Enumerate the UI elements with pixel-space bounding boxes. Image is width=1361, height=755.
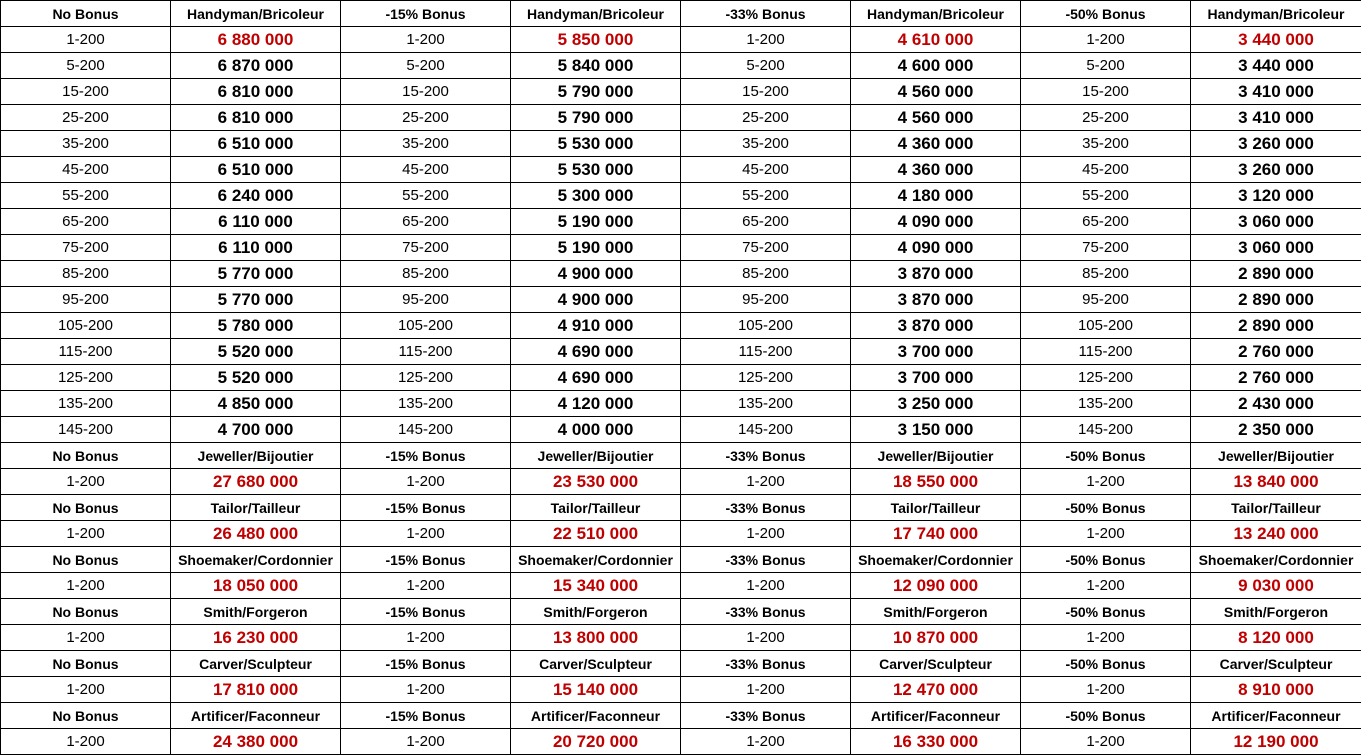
- table-row: [1, 235, 1361, 261]
- cost-value-cell: 5 530 000: [511, 131, 681, 157]
- level-range-cell: 25-200: [1021, 105, 1191, 131]
- level-range-cell: 1-200: [341, 677, 511, 703]
- cost-value-cell: 16 330 000: [851, 729, 1021, 755]
- cost-value-cell: 13 840 000: [1191, 469, 1361, 495]
- cost-value-cell: 2 350 000: [1191, 417, 1361, 443]
- bonus-header: -33% Bonus: [681, 651, 851, 677]
- level-range-cell: 85-200: [681, 261, 851, 287]
- profession-header: Jeweller/Bijoutier: [851, 443, 1021, 469]
- level-range-cell: 25-200: [341, 105, 511, 131]
- profession-header: Carver/Sculpteur: [1191, 651, 1361, 677]
- level-range-cell: 1-200: [1021, 625, 1191, 651]
- bonus-header: No Bonus: [1, 1, 171, 27]
- cost-value-cell: 2 760 000: [1191, 365, 1361, 391]
- cost-value-cell: 2 890 000: [1191, 261, 1361, 287]
- cost-value-cell: 12 190 000: [1191, 729, 1361, 755]
- profession-header: Handyman/Bricoleur: [851, 1, 1021, 27]
- level-range-cell: 95-200: [681, 287, 851, 313]
- level-range-cell: 125-200: [1021, 365, 1191, 391]
- level-range-cell: 75-200: [1021, 235, 1191, 261]
- level-range-cell: 1-200: [341, 573, 511, 599]
- cost-value-cell: 5 780 000: [171, 313, 341, 339]
- cost-value-cell: 5 520 000: [171, 365, 341, 391]
- table-row: [1, 521, 1361, 547]
- bonus-header: -33% Bonus: [681, 703, 851, 729]
- level-range-cell: 65-200: [341, 209, 511, 235]
- cost-value-cell: 3 870 000: [851, 313, 1021, 339]
- cost-value-cell: 4 000 000: [511, 417, 681, 443]
- table-row: [1, 131, 1361, 157]
- level-range-cell: 145-200: [1, 417, 171, 443]
- cost-value-cell: 4 900 000: [511, 261, 681, 287]
- level-range-cell: 75-200: [1, 235, 171, 261]
- level-range-cell: 5-200: [341, 53, 511, 79]
- level-range-cell: 15-200: [681, 79, 851, 105]
- level-range-cell: 5-200: [1, 53, 171, 79]
- profession-header: Artificer/Faconneur: [851, 703, 1021, 729]
- level-range-cell: 125-200: [681, 365, 851, 391]
- level-range-cell: 125-200: [1, 365, 171, 391]
- bonus-header: -15% Bonus: [341, 703, 511, 729]
- profession-header: Handyman/Bricoleur: [511, 1, 681, 27]
- section-header-row: [1, 547, 1361, 573]
- level-range-cell: 5-200: [681, 53, 851, 79]
- level-range-cell: 1-200: [1021, 469, 1191, 495]
- bonus-header: -15% Bonus: [341, 495, 511, 521]
- cost-value-cell: 5 850 000: [511, 27, 681, 53]
- profession-header: Smith/Forgeron: [511, 599, 681, 625]
- table-row: [1, 157, 1361, 183]
- level-range-cell: 1-200: [1, 469, 171, 495]
- cost-value-cell: 3 700 000: [851, 339, 1021, 365]
- profession-header: Handyman/Bricoleur: [171, 1, 341, 27]
- bonus-header: -50% Bonus: [1021, 547, 1191, 573]
- section-header-row: [1, 1, 1361, 27]
- cost-value-cell: 12 090 000: [851, 573, 1021, 599]
- level-range-cell: 105-200: [341, 313, 511, 339]
- bonus-header: No Bonus: [1, 651, 171, 677]
- level-range-cell: 125-200: [341, 365, 511, 391]
- level-range-cell: 15-200: [341, 79, 511, 105]
- table-row: [1, 261, 1361, 287]
- level-range-cell: 55-200: [341, 183, 511, 209]
- level-range-cell: 35-200: [341, 131, 511, 157]
- level-range-cell: 115-200: [681, 339, 851, 365]
- cost-value-cell: 3 060 000: [1191, 209, 1361, 235]
- level-range-cell: 1-200: [1, 729, 171, 755]
- cost-value-cell: 5 770 000: [171, 261, 341, 287]
- level-range-cell: 1-200: [1021, 573, 1191, 599]
- table-row: [1, 183, 1361, 209]
- cost-value-cell: 22 510 000: [511, 521, 681, 547]
- profession-header: Carver/Sculpteur: [171, 651, 341, 677]
- cost-value-cell: 4 910 000: [511, 313, 681, 339]
- cost-value-cell: 6 510 000: [171, 157, 341, 183]
- bonus-header: No Bonus: [1, 495, 171, 521]
- table-row: [1, 339, 1361, 365]
- level-range-cell: 1-200: [681, 729, 851, 755]
- cost-value-cell: 27 680 000: [171, 469, 341, 495]
- profession-header: Smith/Forgeron: [171, 599, 341, 625]
- level-range-cell: 1-200: [681, 469, 851, 495]
- cost-value-cell: 6 810 000: [171, 79, 341, 105]
- cost-value-cell: 10 870 000: [851, 625, 1021, 651]
- table-row: [1, 469, 1361, 495]
- level-range-cell: 115-200: [341, 339, 511, 365]
- cost-value-cell: 4 360 000: [851, 131, 1021, 157]
- level-range-cell: 1-200: [681, 521, 851, 547]
- profession-header: Carver/Sculpteur: [851, 651, 1021, 677]
- bonus-header: -15% Bonus: [341, 651, 511, 677]
- table-row: [1, 417, 1361, 443]
- cost-value-cell: 4 560 000: [851, 105, 1021, 131]
- cost-value-cell: 13 800 000: [511, 625, 681, 651]
- bonus-header: -33% Bonus: [681, 599, 851, 625]
- bonus-header: -33% Bonus: [681, 443, 851, 469]
- level-range-cell: 1-200: [341, 469, 511, 495]
- level-range-cell: 1-200: [681, 625, 851, 651]
- cost-value-cell: 3 120 000: [1191, 183, 1361, 209]
- cost-value-cell: 2 890 000: [1191, 313, 1361, 339]
- cost-value-cell: 3 060 000: [1191, 235, 1361, 261]
- cost-value-cell: 3 410 000: [1191, 105, 1361, 131]
- section-header-row: [1, 703, 1361, 729]
- level-range-cell: 145-200: [341, 417, 511, 443]
- cost-value-cell: 3 410 000: [1191, 79, 1361, 105]
- cost-value-cell: 8 120 000: [1191, 625, 1361, 651]
- level-range-cell: 1-200: [681, 677, 851, 703]
- level-range-cell: 65-200: [1021, 209, 1191, 235]
- level-range-cell: 85-200: [1021, 261, 1191, 287]
- table-row: [1, 27, 1361, 53]
- cost-value-cell: 4 360 000: [851, 157, 1021, 183]
- profession-header: Shoemaker/Cordonnier: [511, 547, 681, 573]
- bonus-header: -15% Bonus: [341, 1, 511, 27]
- level-range-cell: 45-200: [681, 157, 851, 183]
- cost-value-cell: 13 240 000: [1191, 521, 1361, 547]
- cost-value-cell: 3 150 000: [851, 417, 1021, 443]
- cost-value-cell: 4 120 000: [511, 391, 681, 417]
- profession-header: Carver/Sculpteur: [511, 651, 681, 677]
- section-header-row: [1, 599, 1361, 625]
- table-row: [1, 105, 1361, 131]
- table-row: [1, 677, 1361, 703]
- level-range-cell: 45-200: [341, 157, 511, 183]
- level-range-cell: 1-200: [1, 27, 171, 53]
- profession-header: Smith/Forgeron: [1191, 599, 1361, 625]
- bonus-header: -50% Bonus: [1021, 599, 1191, 625]
- bonus-header: No Bonus: [1, 443, 171, 469]
- level-range-cell: 1-200: [1, 521, 171, 547]
- table-row: [1, 79, 1361, 105]
- cost-value-cell: 3 260 000: [1191, 157, 1361, 183]
- table-row: [1, 287, 1361, 313]
- bonus-header: No Bonus: [1, 547, 171, 573]
- table-row: [1, 53, 1361, 79]
- cost-value-cell: 4 700 000: [171, 417, 341, 443]
- level-range-cell: 135-200: [1, 391, 171, 417]
- profession-header: Tailor/Tailleur: [1191, 495, 1361, 521]
- cost-value-cell: 5 520 000: [171, 339, 341, 365]
- level-range-cell: 35-200: [681, 131, 851, 157]
- level-range-cell: 95-200: [341, 287, 511, 313]
- cost-value-cell: 6 110 000: [171, 209, 341, 235]
- bonus-header: -15% Bonus: [341, 599, 511, 625]
- cost-value-cell: 4 900 000: [511, 287, 681, 313]
- level-range-cell: 1-200: [1021, 521, 1191, 547]
- profession-header: Tailor/Tailleur: [511, 495, 681, 521]
- level-range-cell: 1-200: [341, 625, 511, 651]
- level-range-cell: 75-200: [681, 235, 851, 261]
- level-range-cell: 25-200: [681, 105, 851, 131]
- cost-value-cell: 2 760 000: [1191, 339, 1361, 365]
- level-range-cell: 95-200: [1, 287, 171, 313]
- profession-header: Handyman/Bricoleur: [1191, 1, 1361, 27]
- cost-value-cell: 6 870 000: [171, 53, 341, 79]
- profession-header: Shoemaker/Cordonnier: [851, 547, 1021, 573]
- level-range-cell: 105-200: [681, 313, 851, 339]
- cost-value-cell: 3 440 000: [1191, 27, 1361, 53]
- bonus-header: -50% Bonus: [1021, 651, 1191, 677]
- cost-value-cell: 6 510 000: [171, 131, 341, 157]
- cost-value-cell: 15 140 000: [511, 677, 681, 703]
- level-range-cell: 85-200: [1, 261, 171, 287]
- profession-header: Artificer/Faconneur: [171, 703, 341, 729]
- bonus-header: No Bonus: [1, 599, 171, 625]
- bonus-header: -15% Bonus: [341, 443, 511, 469]
- profession-header: Jeweller/Bijoutier: [511, 443, 681, 469]
- level-range-cell: 25-200: [1, 105, 171, 131]
- bonus-header: -50% Bonus: [1021, 495, 1191, 521]
- cost-value-cell: 4 690 000: [511, 365, 681, 391]
- cost-value-cell: 26 480 000: [171, 521, 341, 547]
- table-row: [1, 365, 1361, 391]
- cost-value-cell: 5 790 000: [511, 79, 681, 105]
- level-range-cell: 75-200: [341, 235, 511, 261]
- level-range-cell: 1-200: [341, 521, 511, 547]
- level-range-cell: 135-200: [681, 391, 851, 417]
- section-header-row: [1, 651, 1361, 677]
- table-row: [1, 729, 1361, 755]
- bonus-header: No Bonus: [1, 703, 171, 729]
- bonus-header: -15% Bonus: [341, 547, 511, 573]
- level-range-cell: 1-200: [1, 625, 171, 651]
- profession-header: Artificer/Faconneur: [1191, 703, 1361, 729]
- cost-value-cell: 3 250 000: [851, 391, 1021, 417]
- cost-value-cell: 4 560 000: [851, 79, 1021, 105]
- cost-value-cell: 5 840 000: [511, 53, 681, 79]
- table-row: [1, 573, 1361, 599]
- cost-value-cell: 3 870 000: [851, 261, 1021, 287]
- level-range-cell: 45-200: [1021, 157, 1191, 183]
- cost-value-cell: 5 790 000: [511, 105, 681, 131]
- section-header-row: [1, 443, 1361, 469]
- profession-header: Jeweller/Bijoutier: [171, 443, 341, 469]
- cost-value-cell: 20 720 000: [511, 729, 681, 755]
- level-range-cell: 55-200: [681, 183, 851, 209]
- cost-value-cell: 2 430 000: [1191, 391, 1361, 417]
- cost-value-cell: 6 810 000: [171, 105, 341, 131]
- bonus-header: -33% Bonus: [681, 495, 851, 521]
- table-body: [1, 1, 1361, 755]
- level-range-cell: 105-200: [1021, 313, 1191, 339]
- cost-value-cell: 5 190 000: [511, 235, 681, 261]
- level-range-cell: 1-200: [1021, 677, 1191, 703]
- cost-value-cell: 23 530 000: [511, 469, 681, 495]
- cost-value-cell: 6 240 000: [171, 183, 341, 209]
- level-range-cell: 1-200: [1, 677, 171, 703]
- cost-value-cell: 4 600 000: [851, 53, 1021, 79]
- cost-value-cell: 9 030 000: [1191, 573, 1361, 599]
- profession-header: Artificer/Faconneur: [511, 703, 681, 729]
- table-row: [1, 625, 1361, 651]
- table-row: [1, 391, 1361, 417]
- level-range-cell: 65-200: [1, 209, 171, 235]
- level-range-cell: 135-200: [341, 391, 511, 417]
- table-row: [1, 313, 1361, 339]
- section-header-row: [1, 495, 1361, 521]
- level-range-cell: 35-200: [1, 131, 171, 157]
- level-range-cell: 15-200: [1, 79, 171, 105]
- level-range-cell: 45-200: [1, 157, 171, 183]
- profession-header: Shoemaker/Cordonnier: [1191, 547, 1361, 573]
- level-range-cell: 65-200: [681, 209, 851, 235]
- level-range-cell: 55-200: [1021, 183, 1191, 209]
- level-range-cell: 1-200: [1, 573, 171, 599]
- level-range-cell: 1-200: [681, 27, 851, 53]
- cost-value-cell: 4 090 000: [851, 235, 1021, 261]
- cost-value-cell: 16 230 000: [171, 625, 341, 651]
- bonus-header: -33% Bonus: [681, 547, 851, 573]
- cost-value-cell: 3 260 000: [1191, 131, 1361, 157]
- level-range-cell: 115-200: [1, 339, 171, 365]
- table-row: [1, 209, 1361, 235]
- level-range-cell: 1-200: [1021, 27, 1191, 53]
- profession-header: Tailor/Tailleur: [171, 495, 341, 521]
- bonus-header: -50% Bonus: [1021, 1, 1191, 27]
- level-range-cell: 105-200: [1, 313, 171, 339]
- level-range-cell: 5-200: [1021, 53, 1191, 79]
- bonus-header: -33% Bonus: [681, 1, 851, 27]
- level-range-cell: 145-200: [681, 417, 851, 443]
- level-range-cell: 115-200: [1021, 339, 1191, 365]
- level-range-cell: 1-200: [681, 573, 851, 599]
- cost-value-cell: 18 550 000: [851, 469, 1021, 495]
- level-range-cell: 35-200: [1021, 131, 1191, 157]
- cost-value-cell: 4 690 000: [511, 339, 681, 365]
- level-range-cell: 1-200: [341, 729, 511, 755]
- cost-value-cell: 4 610 000: [851, 27, 1021, 53]
- level-range-cell: 135-200: [1021, 391, 1191, 417]
- cost-value-cell: 17 810 000: [171, 677, 341, 703]
- profession-header: Shoemaker/Cordonnier: [171, 547, 341, 573]
- level-range-cell: 1-200: [341, 27, 511, 53]
- cost-value-cell: 5 530 000: [511, 157, 681, 183]
- cost-value-cell: 5 300 000: [511, 183, 681, 209]
- profession-header: Smith/Forgeron: [851, 599, 1021, 625]
- level-range-cell: 15-200: [1021, 79, 1191, 105]
- cost-value-cell: 18 050 000: [171, 573, 341, 599]
- profession-header: Tailor/Tailleur: [851, 495, 1021, 521]
- level-range-cell: 1-200: [1021, 729, 1191, 755]
- cost-value-cell: 5 190 000: [511, 209, 681, 235]
- bonus-header: -50% Bonus: [1021, 703, 1191, 729]
- cost-value-cell: 6 880 000: [171, 27, 341, 53]
- cost-value-cell: 17 740 000: [851, 521, 1021, 547]
- level-range-cell: 95-200: [1021, 287, 1191, 313]
- cost-value-cell: 4 180 000: [851, 183, 1021, 209]
- cost-value-cell: 15 340 000: [511, 573, 681, 599]
- level-range-cell: 55-200: [1, 183, 171, 209]
- cost-value-cell: 3 700 000: [851, 365, 1021, 391]
- cost-value-cell: 6 110 000: [171, 235, 341, 261]
- bonus-header: -50% Bonus: [1021, 443, 1191, 469]
- cost-value-cell: 4 090 000: [851, 209, 1021, 235]
- cost-value-cell: 4 850 000: [171, 391, 341, 417]
- cost-value-cell: 12 470 000: [851, 677, 1021, 703]
- level-range-cell: 145-200: [1021, 417, 1191, 443]
- level-range-cell: 85-200: [341, 261, 511, 287]
- cost-value-cell: 3 870 000: [851, 287, 1021, 313]
- cost-value-cell: 3 440 000: [1191, 53, 1361, 79]
- profession-header: Jeweller/Bijoutier: [1191, 443, 1361, 469]
- cost-value-cell: 2 890 000: [1191, 287, 1361, 313]
- cost-value-cell: 5 770 000: [171, 287, 341, 313]
- cost-value-cell: 24 380 000: [171, 729, 341, 755]
- cost-value-cell: 8 910 000: [1191, 677, 1361, 703]
